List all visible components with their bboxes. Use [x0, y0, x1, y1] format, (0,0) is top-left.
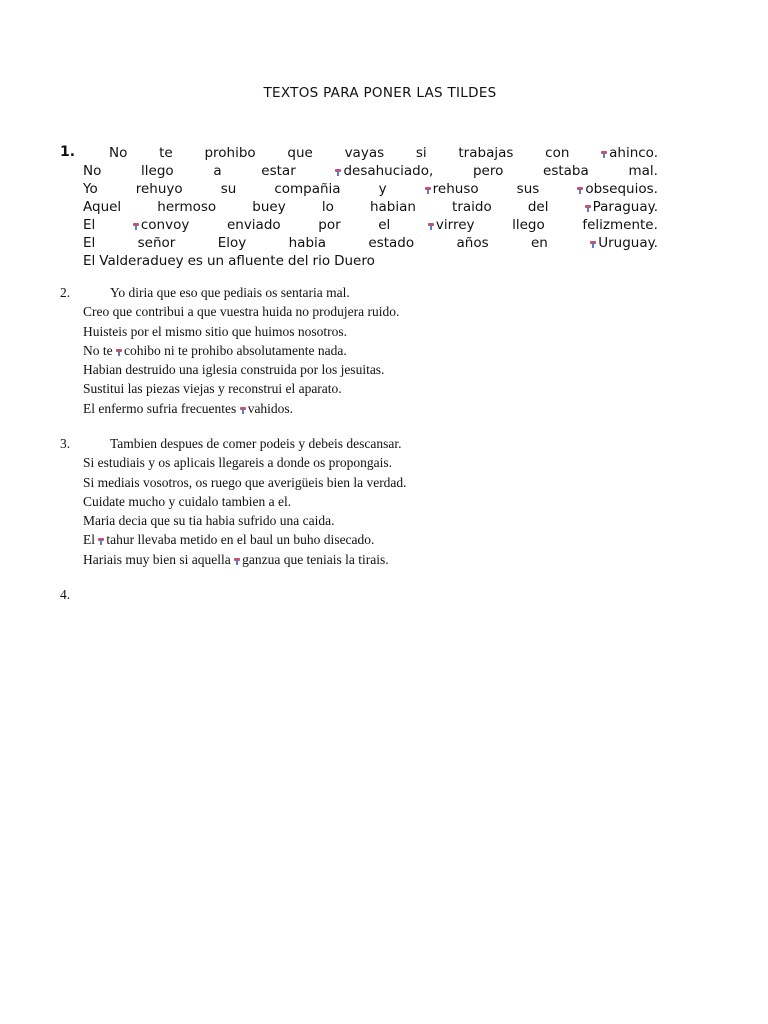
text-segment [99, 253, 183, 269]
text-segment [313, 253, 331, 269]
text-segment [83, 234, 95, 252]
text-segment [322, 198, 334, 216]
word-text: Si mediais vosotros, os ruego que averigüeis bien la verdad. [83, 474, 407, 490]
word-text: cohibo ni te prohibo absolutamente nada. [124, 342, 347, 358]
text-segment [545, 144, 569, 162]
word-text: Duero [334, 253, 375, 269]
word-text: que [287, 145, 313, 161]
text-segment [287, 144, 312, 162]
text-segment [159, 144, 173, 162]
word-text: Aquel [83, 199, 122, 215]
text-segment [83, 381, 342, 396]
word-text: El [83, 217, 96, 233]
text-segment [425, 180, 479, 198]
word-text: hermoso [157, 199, 217, 215]
word-text: buey [252, 199, 286, 215]
word-text: un [206, 253, 225, 269]
word-text: años [456, 235, 489, 251]
comment-marker-icon [601, 150, 608, 158]
section-2-text [83, 283, 683, 418]
text-segment [543, 162, 589, 180]
word-text: compañia [274, 181, 341, 197]
text-line [83, 341, 683, 360]
word-text: llego [141, 163, 174, 179]
text-segment [335, 162, 433, 180]
section-4-number: 4. [60, 587, 71, 602]
text-segment [83, 401, 240, 416]
text-segment [428, 216, 475, 234]
text-segment [368, 234, 414, 252]
word-text: rio [312, 253, 331, 269]
text-segment [228, 253, 284, 269]
text-segment [531, 234, 548, 252]
text-segment [83, 552, 234, 567]
word-text: trabajas [458, 145, 514, 161]
word-text: si [415, 145, 427, 161]
section-3-number: 3. [60, 436, 71, 451]
text-segment [261, 162, 295, 180]
text-segment [582, 216, 658, 234]
word-text: El [83, 532, 99, 548]
word-text: Creo que contribui a que vuestra huida no produjera ruido. [83, 304, 400, 320]
page-title: TEXTOS PARA PONER LAS TILDES [263, 85, 497, 101]
comment-marker-icon [133, 222, 140, 230]
word-text: te [159, 145, 173, 161]
text-segment [110, 285, 350, 300]
text-segment [528, 198, 549, 216]
word-text: Tambien despues de comer podeis y debeis descansar. [110, 436, 402, 451]
text-line [83, 180, 658, 198]
text-segment [83, 494, 291, 509]
word-text: rehuyo [135, 181, 183, 197]
word-text: Paraguay. [592, 199, 658, 215]
word-text: El enfermo sufria frecuentes [83, 400, 240, 416]
text-segment [133, 216, 189, 234]
word-text: a [213, 163, 222, 179]
text-segment [227, 216, 281, 234]
text-segment [458, 144, 513, 162]
text-segment [370, 198, 416, 216]
text-segment [136, 180, 183, 198]
text-segment [345, 144, 385, 162]
text-segment [601, 144, 658, 162]
text-segment [110, 436, 401, 451]
text-line [83, 360, 683, 379]
word-text: sus [516, 181, 540, 197]
word-text: señor [137, 235, 176, 251]
word-text: El [83, 235, 96, 251]
text-line [83, 283, 683, 302]
text-segment [213, 162, 221, 180]
text-segment [83, 513, 335, 528]
text-line [83, 530, 683, 549]
text-segment [83, 475, 407, 490]
text-line [83, 162, 658, 180]
comment-marker-icon [240, 406, 247, 414]
text-segment [83, 455, 392, 470]
text-line [83, 144, 658, 162]
word-text: afluente [228, 253, 284, 269]
text-segment [456, 234, 488, 252]
text-line [83, 322, 683, 341]
text-segment [577, 180, 658, 198]
word-text: ahinco. [609, 145, 658, 161]
word-text: su [220, 181, 237, 197]
word-text: estar [261, 163, 296, 179]
text-segment [628, 162, 657, 180]
section-3-text [83, 434, 683, 569]
text-segment [416, 144, 427, 162]
word-text: traido [452, 199, 492, 215]
text-segment [473, 162, 503, 180]
word-text: el [378, 217, 391, 233]
word-text: mal. [628, 163, 658, 179]
text-segment [288, 253, 309, 269]
comment-marker-icon [585, 204, 592, 212]
word-text: Sustitui las piezas viejas y reconstrui el aparato. [83, 381, 342, 397]
text-segment [240, 401, 293, 416]
text-segment [141, 162, 174, 180]
word-text: Hariais muy bien si aquella [83, 551, 235, 567]
word-text: El [83, 253, 96, 269]
word-text: Valderaduey [99, 253, 184, 269]
word-text: ganzua que teniais la tirais. [242, 551, 389, 567]
text-line [83, 252, 658, 270]
word-text: llego [512, 217, 545, 233]
word-text: es [187, 253, 203, 269]
word-text: Yo diria que eso que pediais os sentaria mal. [110, 285, 350, 300]
text-segment [83, 216, 95, 234]
word-text: pero [472, 163, 504, 179]
comment-marker-icon [335, 168, 342, 176]
word-text: Huisteis por el mismo sitio que huimos nosotros. [83, 323, 348, 339]
word-text: tahur llevaba metido en el baul un buho disecado. [106, 532, 375, 548]
comment-marker-icon [425, 186, 432, 194]
section-2-number: 2. [60, 285, 71, 300]
comment-marker-icon [116, 348, 123, 356]
word-text: con [545, 145, 570, 161]
text-segment [83, 180, 98, 198]
word-text: Cuidate mucho y cuidalo tambien a el. [83, 493, 292, 509]
word-text: felizmente. [582, 217, 658, 233]
word-text: en [530, 235, 548, 251]
word-text: No [109, 145, 128, 161]
text-segment [221, 180, 237, 198]
text-segment [83, 324, 347, 339]
text-segment [378, 216, 390, 234]
text-segment [512, 216, 545, 234]
word-text: desahuciado, [343, 163, 434, 179]
word-text: enviado [226, 217, 281, 233]
text-segment [517, 180, 540, 198]
text-segment [252, 198, 285, 216]
text-segment [274, 180, 340, 198]
text-segment [334, 253, 375, 269]
word-text: virrey [435, 217, 475, 233]
comment-marker-icon [590, 240, 597, 248]
text-segment [138, 234, 176, 252]
text-segment [590, 234, 658, 252]
text-line [83, 434, 683, 453]
text-line [83, 550, 683, 569]
word-text: Eloy [217, 235, 247, 251]
comment-marker-icon [577, 186, 584, 194]
word-text: habian [369, 199, 416, 215]
word-text: obsequios. [585, 181, 658, 197]
text-line [83, 302, 683, 321]
text-segment [234, 552, 389, 567]
comment-marker-icon [98, 537, 105, 545]
word-text: Si estudiais y os aplicais llegareis a donde os propongais. [83, 455, 392, 471]
word-text: rehuso [432, 181, 479, 197]
text-segment [83, 362, 384, 377]
word-text: vayas [344, 145, 385, 161]
text-line [83, 379, 683, 398]
text-segment [585, 198, 658, 216]
word-text: convoy [140, 217, 190, 233]
text-line [83, 399, 683, 418]
text-segment [289, 234, 326, 252]
text-segment [83, 162, 101, 180]
text-segment [83, 532, 98, 547]
word-text: Uruguay. [598, 235, 658, 251]
text-segment [207, 253, 224, 269]
section-1-text [83, 144, 658, 270]
text-line [83, 453, 683, 472]
text-segment [204, 144, 255, 162]
text-segment [109, 144, 127, 162]
comment-marker-icon [234, 557, 241, 565]
word-text: Yo [83, 181, 98, 197]
text-segment [452, 198, 492, 216]
text-segment [98, 532, 374, 547]
section-1-number: 1. [60, 144, 76, 160]
text-line [83, 198, 658, 216]
text-line [83, 511, 683, 530]
word-text: del [527, 199, 549, 215]
word-text: No te [83, 342, 116, 358]
text-segment [83, 253, 95, 269]
text-line [83, 216, 658, 234]
word-text: estaba [543, 163, 589, 179]
word-text: del [287, 253, 309, 269]
text-segment [379, 180, 387, 198]
text-segment [157, 198, 216, 216]
word-text: Maria decia que su tia habia sufrido una caida. [83, 513, 335, 529]
word-text: vahidos. [247, 400, 294, 416]
word-text: habia [288, 235, 327, 251]
text-segment [83, 304, 399, 319]
text-segment [83, 198, 121, 216]
word-text: prohibo [204, 145, 256, 161]
text-segment [83, 343, 116, 358]
text-line [83, 492, 683, 511]
text-segment [116, 343, 347, 358]
text-segment [318, 216, 340, 234]
text-segment [218, 234, 247, 252]
text-line [83, 473, 683, 492]
word-text: Habian destruido una iglesia construida por los jesuitas. [83, 362, 385, 378]
word-text: No [83, 163, 102, 179]
comment-marker-icon [428, 222, 435, 230]
text-line [83, 234, 658, 252]
word-text: lo [321, 199, 334, 215]
text-segment [188, 253, 203, 269]
word-text: por [318, 217, 341, 233]
word-text: estado [368, 235, 415, 251]
word-text: y [378, 181, 387, 197]
